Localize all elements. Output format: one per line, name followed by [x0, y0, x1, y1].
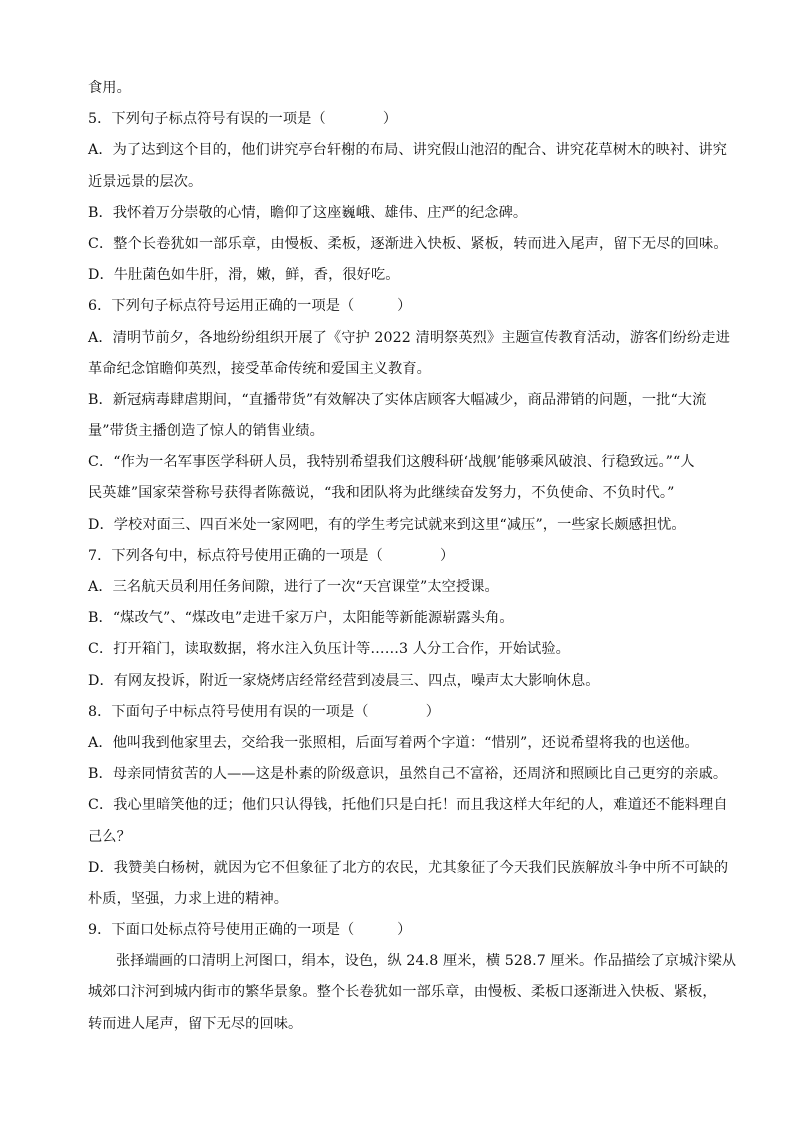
question-7-option-b: B．“煤改气”、“煤改电”走进千家万户，太阳能等新能源崭露头角。 [88, 610, 514, 627]
question-8-option-b: B．母亲同情贫苦的人——这是朴素的阶级意识，虽然自己不富裕，还周济和照顾比自己更穷的亲戚。 [88, 766, 728, 783]
question-9-stem: 9．下面口处标点符号使用正确的一项是（ ） [88, 922, 412, 939]
question-6-option-a: A．清明节前夕，各地纷纷组织开展了《守护 2022 清明祭英烈》主题宣传教育活动，游客们纷纷走进 [88, 329, 730, 346]
question-9-passage-end: 转而进人尾声，留下无尽的回味。 [88, 1015, 303, 1032]
question-7-option-c: C．打开箱门，读取数据，将水注入负压计等……3 人分工合作，开始试验。 [88, 641, 570, 658]
question-6-option-c: C．“作为一名军事医学科研人员，我特别希望我们这艘科研‘战舰’能够乘风破浪、行稳致远。”“人 [88, 454, 695, 471]
question-5-stem: 5．下列句子标点符号有误的一项是（ ） [88, 111, 398, 128]
question-8-option-d-cont: 朴质，坚强，力求上进的精神。 [88, 890, 289, 907]
question-8-option-a: A．他叫我到他家里去，交给我一张照相，后面写着两个字道：“惜别”，还说希望将我的也送他。 [88, 734, 699, 751]
question-9-passage-cont: 城郊口汴河到城内街市的繁华景象。整个长卷犹如一部乐章，由慢板、柔板口逐渐进入快板、紧板， [88, 984, 717, 1001]
question-8-stem: 8．下面句子中标点符号使用有误的一项是（ ） [88, 703, 441, 720]
question-6-option-b: B．新冠病毒肆虐期间，“直播带货”有效解决了实体店顾客大幅减少，商品滞销的问题，一批“大流 [88, 391, 707, 408]
question-8-option-d: D．我赞美白杨树，就因为它不但象征了北方的农民，尤其象征了今天我们民族解放斗争中所不可缺的 [88, 859, 729, 876]
question-5-option-b: B．我怀着万分崇敬的心情，瞻仰了这座巍峨、雄伟、庄严的纪念碑。 [88, 204, 528, 221]
question-5-option-a: A．为了达到这个目的，他们讲究亭台轩榭的布局、讲究假山池沼的配合、讲究花草树木的映衬、讲究 [88, 142, 727, 159]
question-7-option-a: A．三名航天员利用任务间隙，进行了一次“天宫课堂”太空授课。 [88, 579, 499, 595]
question-8-option-c: C．我心里暗笑他的迂；他们只认得钱，托他们只是白托！而且我这样大年纪的人，难道还不能料理自 [88, 797, 728, 814]
question-9-passage: 张择端画的口清明上河图口，绢本，设色，纵 24.8 厘米，横 528.7 厘米。作品描绘了京城汴梁从 [116, 953, 737, 970]
question-6-option-d: D．学校对面三、四百米处一家网吧，有的学生考完试就来到这里“减压”，一些家长颇感担忧。 [88, 516, 686, 533]
question-5-option-d: D．牛肚菌色如牛肝，滑，嫩，鲜，香，很好吃。 [88, 267, 400, 284]
document-page [88, 78, 737, 1045]
question-6-option-c-cont: 民英雄”国家荣誉称号获得者陈薇说，“我和团队将为此继续奋发努力，不负使命、不负时代。” [88, 485, 675, 502]
question-8-option-c-cont: 己么？ [88, 828, 131, 845]
question-5-option-c: C．整个长卷犹如一部乐章，由慢板、柔板，逐渐进入快板、紧板，转而进入尾声，留下无尽的回味。 [88, 235, 728, 252]
question-7-option-d: D．有网友投诉，附近一家烧烤店经常经营到凌晨三、四点，噪声太大影响休息。 [88, 672, 600, 689]
text-line: 食用。 [88, 80, 131, 96]
question-5-option-a-cont: 近景远景的层次。 [88, 173, 203, 190]
question-6-option-b-cont: 量”带货主播创造了惊人的销售业绩。 [88, 423, 324, 440]
question-7-stem: 7．下列各句中，标点符号使用正确的一项是（ ） [88, 547, 455, 564]
question-6-option-a-cont: 革命纪念馆瞻仰英烈，接受革命传统和爱国主义教育。 [88, 360, 431, 377]
question-6-stem: 6．下列句子标点符号运用正确的一项是（ ） [88, 298, 412, 315]
